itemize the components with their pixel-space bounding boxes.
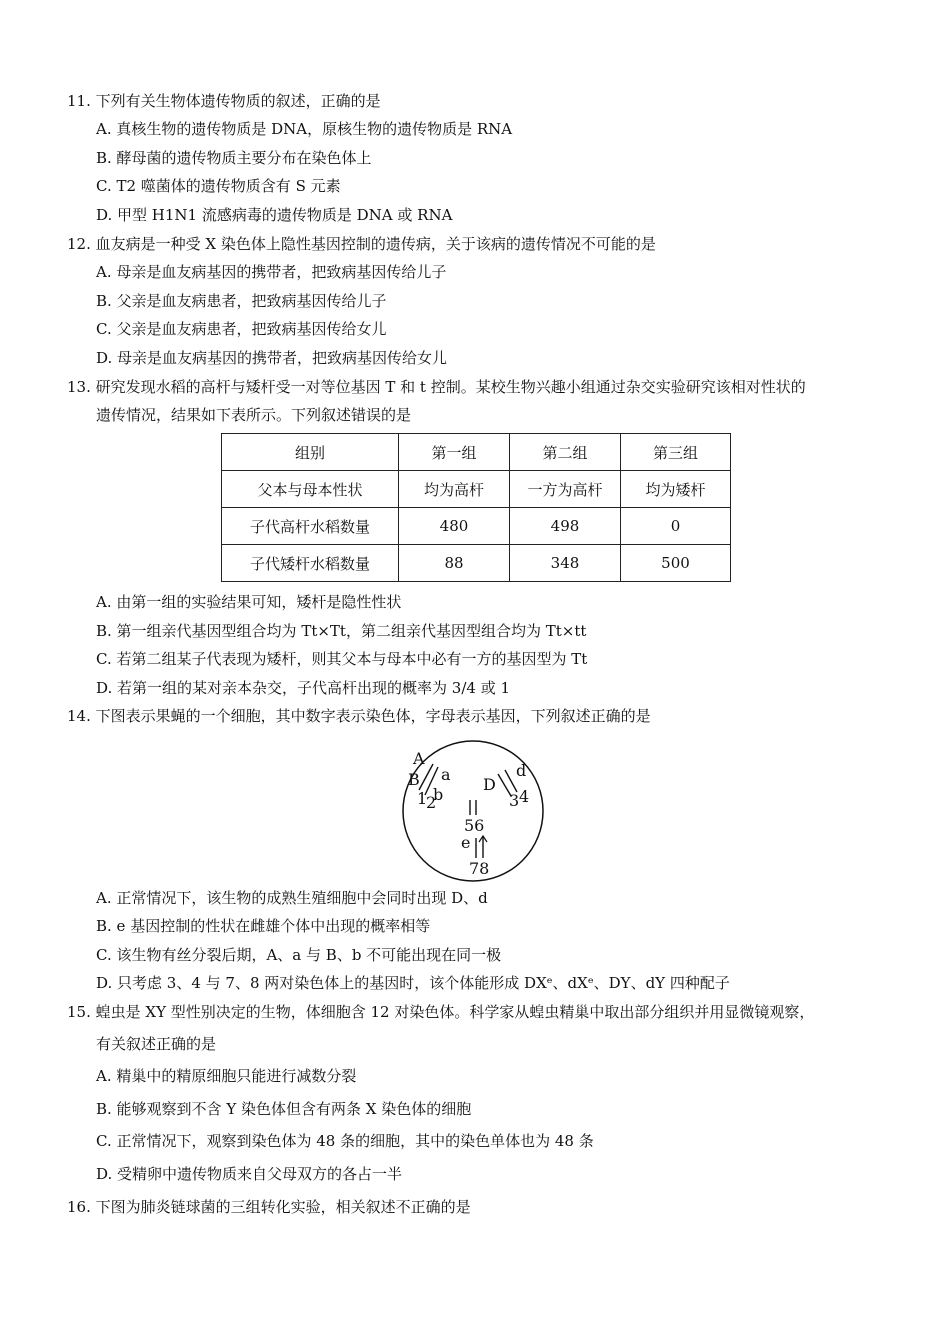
table-cell: 348 xyxy=(510,545,621,582)
q13-option-c: C. 若第二组某子代表现为矮杆，则其父本与母本中必有一方的基因型为 Tt xyxy=(96,650,588,668)
table-row xyxy=(222,508,731,545)
table-row xyxy=(222,471,731,508)
table-header-cell: 组别 xyxy=(222,434,399,471)
chromosome-4-label: 4 xyxy=(519,787,530,806)
gene-d-label: d xyxy=(516,761,527,780)
q13-option-b: B. 第一组亲代基因型组合均为 Tt×Tt，第二组亲代基因型组合均为 Tt×tt xyxy=(96,622,587,640)
q16-stem: 16. 下图为肺炎链球菌的三组转化实验，相关叙述不正确的是 xyxy=(67,1198,471,1216)
q12-option-a: A. 母亲是血友病基因的携带者，把致病基因传给儿子 xyxy=(96,263,447,281)
gene-B-label: B xyxy=(408,770,420,789)
q11-option-b: B. 酵母菌的遗传物质主要分布在染色体上 xyxy=(96,149,372,167)
q11-option-c: C. T2 噬菌体的遗传物质含有 S 元素 xyxy=(96,177,341,195)
q15-stem-line2: 有关叙述正确的是 xyxy=(96,1035,217,1053)
chromosome-1-label: 1 xyxy=(417,789,428,808)
table-row xyxy=(222,545,731,582)
q15-option-d: D. 受精卵中遗传物质来自父母双方的各占一半 xyxy=(96,1165,403,1183)
table-cell: 子代高杆水稻数量 xyxy=(222,508,399,545)
q14-option-d: D. 只考虑 3、4 与 7、8 两对染色体上的基因时，该个体能形成 DXᵉ、dXᵉ、DY、dY 四种配子 xyxy=(96,974,730,992)
q13-stem-line1: 13. 研究发现水稻的高杆与矮杆受一对等位基因 T 和 t 控制。某校生物兴趣小组通过杂交实验研究该相对性状的 xyxy=(67,378,806,396)
q15-stem-line1: 15. 蝗虫是 XY 型性别决定的生物，体细胞含 12 对染色体。科学家从蝗虫精巢中取出部分组织并用显微镜观察， xyxy=(67,1003,815,1021)
q12-stem: 12. 血友病是一种受 X 染色体上隐性基因控制的遗传病，关于该病的遗传情况不可能的是 xyxy=(67,235,656,253)
q11-option-d: D. 甲型 H1N1 流感病毒的遗传物质是 DNA 或 RNA xyxy=(96,206,453,224)
q14-option-a: A. 正常情况下，该生物的成熟生殖细胞中会同时出现 D、d xyxy=(96,889,488,907)
gene-e-label: e xyxy=(461,833,471,852)
gene-a-label: a xyxy=(441,765,451,784)
q15-option-b: B. 能够观察到不含 Y 染色体但含有两条 X 染色体的细胞 xyxy=(96,1100,472,1118)
q11-option-a: A. 真核生物的遗传物质是 DNA，原核生物的遗传物质是 RNA xyxy=(96,120,513,138)
chromosome-78-label: 78 xyxy=(469,859,490,878)
table-cell: 均为矮杆 xyxy=(621,471,731,508)
table-cell: 均为高杆 xyxy=(399,471,510,508)
chromosome-3-label: 3 xyxy=(509,791,520,810)
table-header-row xyxy=(222,434,731,471)
table-cell: 一方为高杆 xyxy=(510,471,621,508)
q14-stem: 14. 下图表示果蝇的一个细胞，其中数字表示染色体，字母表示基因，下列叙述正确的是 xyxy=(67,707,651,725)
gene-A-label: A xyxy=(413,749,425,768)
table-cell: 88 xyxy=(399,545,510,582)
q12-option-c: C. 父亲是血友病患者，把致病基因传给女儿 xyxy=(96,320,387,338)
table-header-cell: 第一组 xyxy=(399,434,510,471)
fruit-fly-cell-diagram xyxy=(395,740,551,882)
q13-stem-line2: 遗传情况，结果如下表所示。下列叙述错误的是 xyxy=(96,406,412,424)
table-cell: 子代矮杆水稻数量 xyxy=(222,545,399,582)
q14-option-c: C. 该生物有丝分裂后期，A、a 与 B、b 不可能出现在同一极 xyxy=(96,946,502,964)
table-cell: 480 xyxy=(399,508,510,545)
q13-results-table xyxy=(221,433,731,582)
gene-b-label: b xyxy=(433,785,444,804)
table-cell: 0 xyxy=(621,508,731,545)
gene-D-label: D xyxy=(483,775,496,794)
q13-option-d: D. 若第一组的某对亲本杂交，子代高杆出现的概率为 3/4 或 1 xyxy=(96,679,511,697)
q15-option-c: C. 正常情况下，观察到染色体为 48 条的细胞，其中的染色单体也为 48 条 xyxy=(96,1132,594,1150)
q12-option-d: D. 母亲是血友病基因的携带者，把致病基因传给女儿 xyxy=(96,349,448,367)
table-header-cell: 第二组 xyxy=(510,434,621,471)
q12-option-b: B. 父亲是血友病患者，把致病基因传给儿子 xyxy=(96,292,387,310)
q11-stem: 11. 下列有关生物体遗传物质的叙述，正确的是 xyxy=(67,92,381,110)
q15-option-a: A. 精巢中的精原细胞只能进行减数分裂 xyxy=(96,1067,357,1085)
table-cell: 498 xyxy=(510,508,621,545)
table-cell: 父本与母本性状 xyxy=(222,471,399,508)
q13-option-a: A. 由第一组的实验结果可知，矮杆是隐性性状 xyxy=(96,593,402,611)
chromosome-2-label: 2 xyxy=(426,793,437,812)
table-cell: 500 xyxy=(621,545,731,582)
chromosome-56-label: 56 xyxy=(464,816,485,835)
q14-option-b: B. e 基因控制的性状在雌雄个体中出现的概率相等 xyxy=(96,917,431,935)
table-header-cell: 第三组 xyxy=(621,434,731,471)
